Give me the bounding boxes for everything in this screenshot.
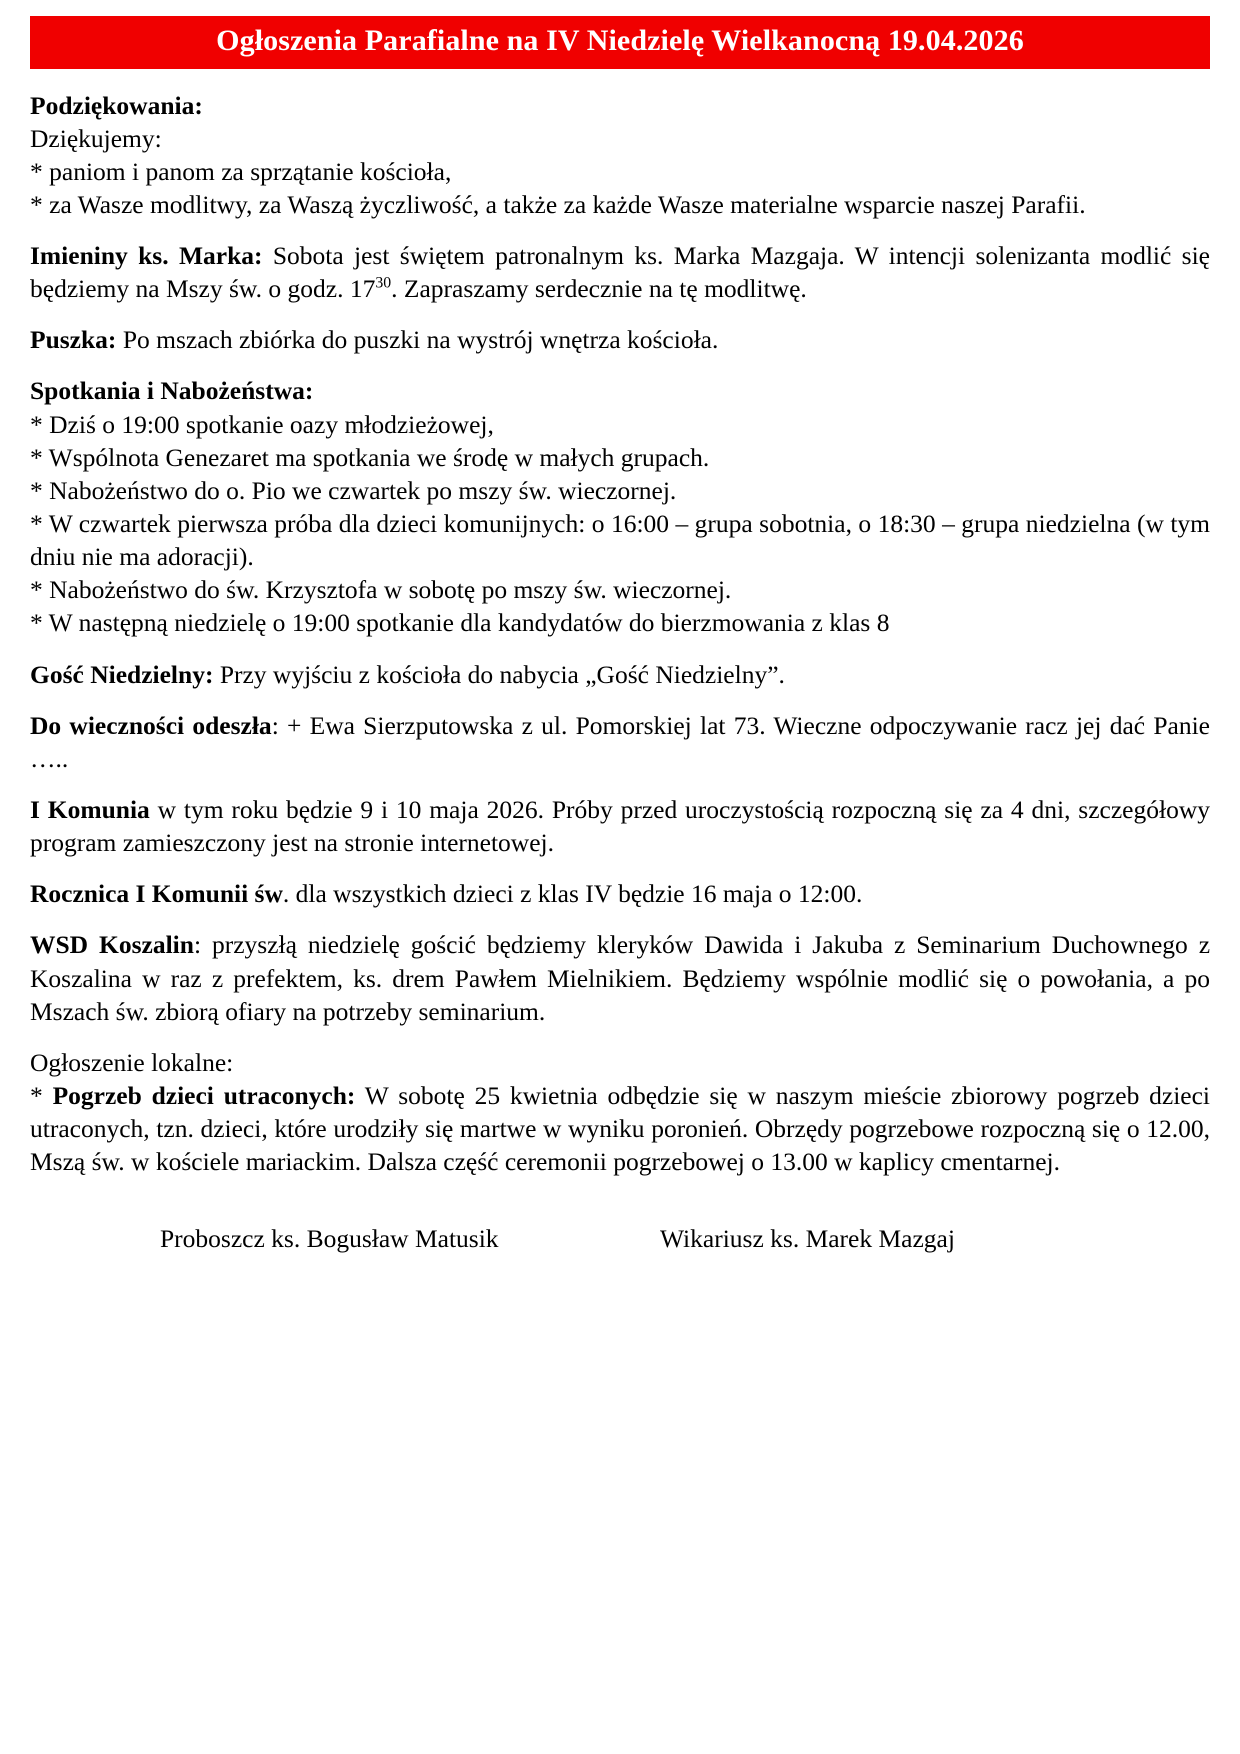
section-meetings-item: * W czwartek pierwsza próba dla dzieci komunijnych: o 16:00 – grupa sobotnia, o 18:30 – grupa niedzielna (w tym dniu nie ma adoracji). — [30, 509, 1210, 572]
section-meetings-item: * Wspólnota Genezaret ma spotkania we środę w małych grupach. — [30, 442, 710, 472]
section-paper — [30, 658, 1210, 691]
section-meetings-item: * W następną niedzielę o 19:00 spotkanie dla kandydatów do bierzmowania z klas 8 — [30, 608, 890, 638]
signature-row — [30, 1224, 1210, 1254]
section-nameday-text-before: Sobota jest świętem patronalnym ks. Marka Mazgaja. W intencji solenizanta modlić się będziemy na Mszy św. o godz. 17 — [30, 241, 1210, 304]
signature-vicar: Wikariusz ks. Marek Mazgaj — [660, 1224, 955, 1254]
section-communion-text: w tym roku będzie 9 i 10 maja 2026. Próby przed uroczystością rozpoczną się za 4 dni, szczegółowy program zamieszczony jest na stronie internetowej. — [30, 795, 1210, 858]
section-local-item-heading: Pogrzeb dzieci utraconych: — [52, 1081, 356, 1111]
section-thanks-line-2: * paniom i panom za sprzątanie kościoła, — [30, 156, 452, 186]
section-local-heading-line — [30, 1046, 1210, 1079]
section-seminary-text: : przyszłą niedzielę gościć będziemy kleryków Dawida i Jakuba z Seminarium Duchownego z Koszalina w raz z prefektem, ks. drem Pawłem Mielnikiem. Będziemy wspólnie modlić się o powołania, a po Mszach św. zbiorą ofiary na potrzeby seminarium. — [30, 930, 1211, 1026]
section-seminary — [30, 928, 1210, 1027]
section-communion-heading: I Komunia — [30, 795, 150, 825]
section-meetings — [30, 374, 1210, 639]
section-local-item-text: W sobotę 25 kwietnia odbędzie się w naszym mieście zbiorowy pogrzeb dzieci utraconych, tzn. dzieci, które urodziły się martwe w wyniku poronień. Obrzędy pogrzebowe rozpoczną się o 12.00, Mszą św. w kościele mariackim. Dalsza część ceremonii pogrzebowej o 13.00 w kaplicy cmentarnej. — [30, 1081, 1210, 1177]
section-local-item-marker: * — [30, 1081, 53, 1111]
section-seminary-heading: WSD Koszalin — [30, 930, 194, 960]
section-meetings-item: * Nabożeństwo do św. Krzysztofa w sobotę po mszy św. wieczornej. — [30, 575, 732, 605]
section-paper-text: Przy wyjściu z kościoła do nabycia „Gość Niedzielny”. — [213, 659, 785, 689]
section-thanks — [30, 89, 1210, 222]
section-nameday — [30, 239, 1210, 305]
section-collection — [30, 323, 1210, 356]
section-local-heading: Ogłoszenie lokalne: — [30, 1047, 234, 1077]
section-nameday-superscript: 30 — [375, 274, 392, 292]
section-meetings-item: * Dziś o 19:00 spotkanie oazy młodzieżowej, — [30, 409, 494, 439]
page-title: Ogłoszenia Parafialne na IV Niedzielę Wielkanocną 19.04.2026 — [30, 16, 1210, 69]
section-meetings-heading: Spotkania i Nabożeństwa: — [30, 376, 314, 406]
section-nameday-text-after: . Zapraszamy serdecznie na tę modlitwę. — [391, 274, 807, 304]
section-deceased — [30, 709, 1210, 775]
section-anniversary-heading: Rocznica I Komunii św — [30, 879, 283, 909]
section-anniversary-text: . dla wszystkich dzieci z klas IV będzie 16 maja o 12:00. — [282, 879, 863, 909]
section-deceased-text: : + Ewa Sierzputowska z ul. Pomorskiej lat 73. Wieczne odpoczywanie racz jej dać Panie ….. — [30, 710, 1210, 773]
section-collection-text: Po mszach zbiórka do puszki na wystrój wnętrza kościoła. — [116, 325, 719, 355]
section-anniversary — [30, 877, 1210, 910]
section-thanks-line-3: * za Wasze modlitwy, za Waszą życzliwość, a także za każde Wasze materialne wsparcie naszej Parafii. — [30, 189, 1086, 219]
section-local-item — [30, 1079, 1210, 1178]
section-collection-heading: Puszka: — [30, 325, 117, 355]
section-deceased-heading: Do wieczności odeszła — [30, 710, 272, 740]
signature-pastor: Proboszcz ks. Bogusław Matusik — [160, 1224, 499, 1254]
section-thanks-line-1: Dziękujemy: — [30, 123, 162, 153]
section-thanks-heading: Podziękowania: — [30, 90, 203, 120]
section-nameday-heading: Imieniny ks. Marka: — [30, 241, 263, 271]
section-meetings-item: * Nabożeństwo do o. Pio we czwartek po mszy św. wieczornej. — [30, 475, 677, 505]
section-paper-heading: Gość Niedzielny: — [30, 659, 214, 689]
section-communion — [30, 793, 1210, 859]
